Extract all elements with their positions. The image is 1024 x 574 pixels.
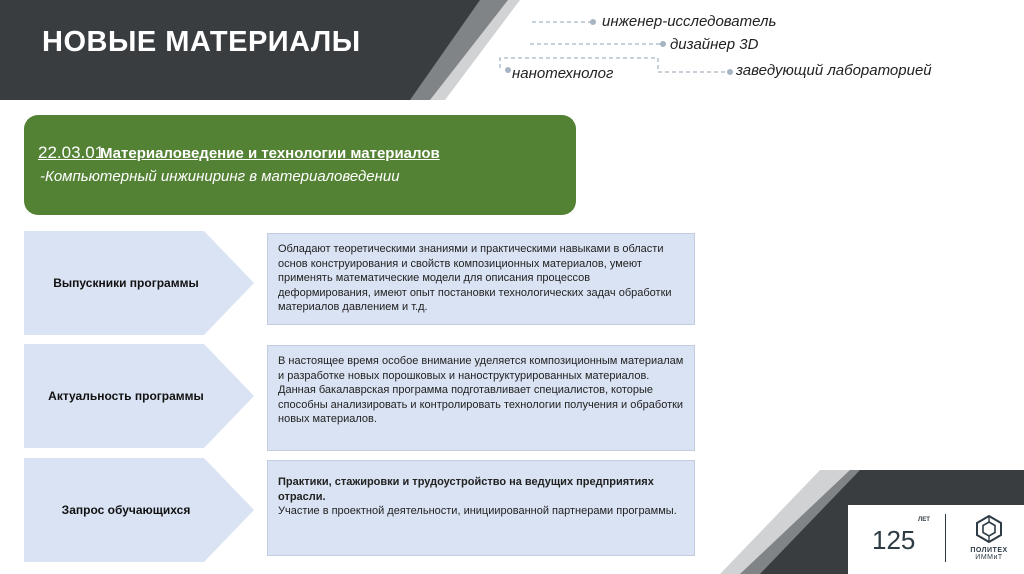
- logo-divider: [945, 514, 946, 562]
- logo-superscript: ЛЕТ: [918, 517, 930, 523]
- program-profile: -Компьютерный инжиниринг в материаловедении: [40, 168, 400, 185]
- program-box: [24, 115, 576, 215]
- program-title: Материаловедение и технологии материалов: [100, 145, 440, 162]
- page-title: НОВЫЕ МАТЕРИАЛЫ: [42, 26, 361, 58]
- row-text-regular: Участие в проектной деятельности, инициированной партнерами программы.: [278, 505, 677, 518]
- program-code: 22.03.01: [38, 143, 105, 162]
- politech-logo-icon: [976, 515, 1002, 543]
- role-lab-head: заведующий лабораторией: [736, 62, 932, 79]
- logo-name-line2: ИММиТ: [975, 554, 1003, 561]
- logo-name-line1: ПОЛИТЕХ: [970, 547, 1008, 554]
- roles-connectors: [0, 0, 1024, 110]
- row-label-relevance: Актуальность программы: [48, 389, 204, 403]
- row-label-student-request: Запрос обучающихся: [61, 503, 191, 517]
- role-designer-3d: дизайнер 3D: [670, 36, 759, 53]
- row-text-relevance: В настоящее время особое внимание уделяется композиционным материалам и разработке новых порошковых и наноструктурированных материалов. Данная бакалаврская программа подготавливает специалистов, которые способны анализировать и контролировать технологии получения и обработки новых материалов.: [267, 345, 695, 451]
- row-text-graduates: Обладают теоретическими знаниями и практическими навыками в области основ конструирования и свойств композиционных материалов, умеют применять математические модели для описания процессов деформирования, имеют опыт постановки технологических задач обработки материалов давлением и т.д.: [267, 233, 695, 325]
- row-text-bold: Практики, стажировки и трудоустройство на ведущих предприятиях отрасли.: [278, 476, 654, 503]
- role-nanotechnologist: нанотехнолог: [512, 65, 614, 82]
- row-text-student-request: [267, 460, 695, 556]
- logo-name: [959, 547, 1019, 561]
- role-engineer-researcher: инженер-исследователь: [602, 13, 777, 30]
- row-label-graduates: Выпускники программы: [53, 276, 199, 290]
- logo-number: 125: [872, 525, 916, 555]
